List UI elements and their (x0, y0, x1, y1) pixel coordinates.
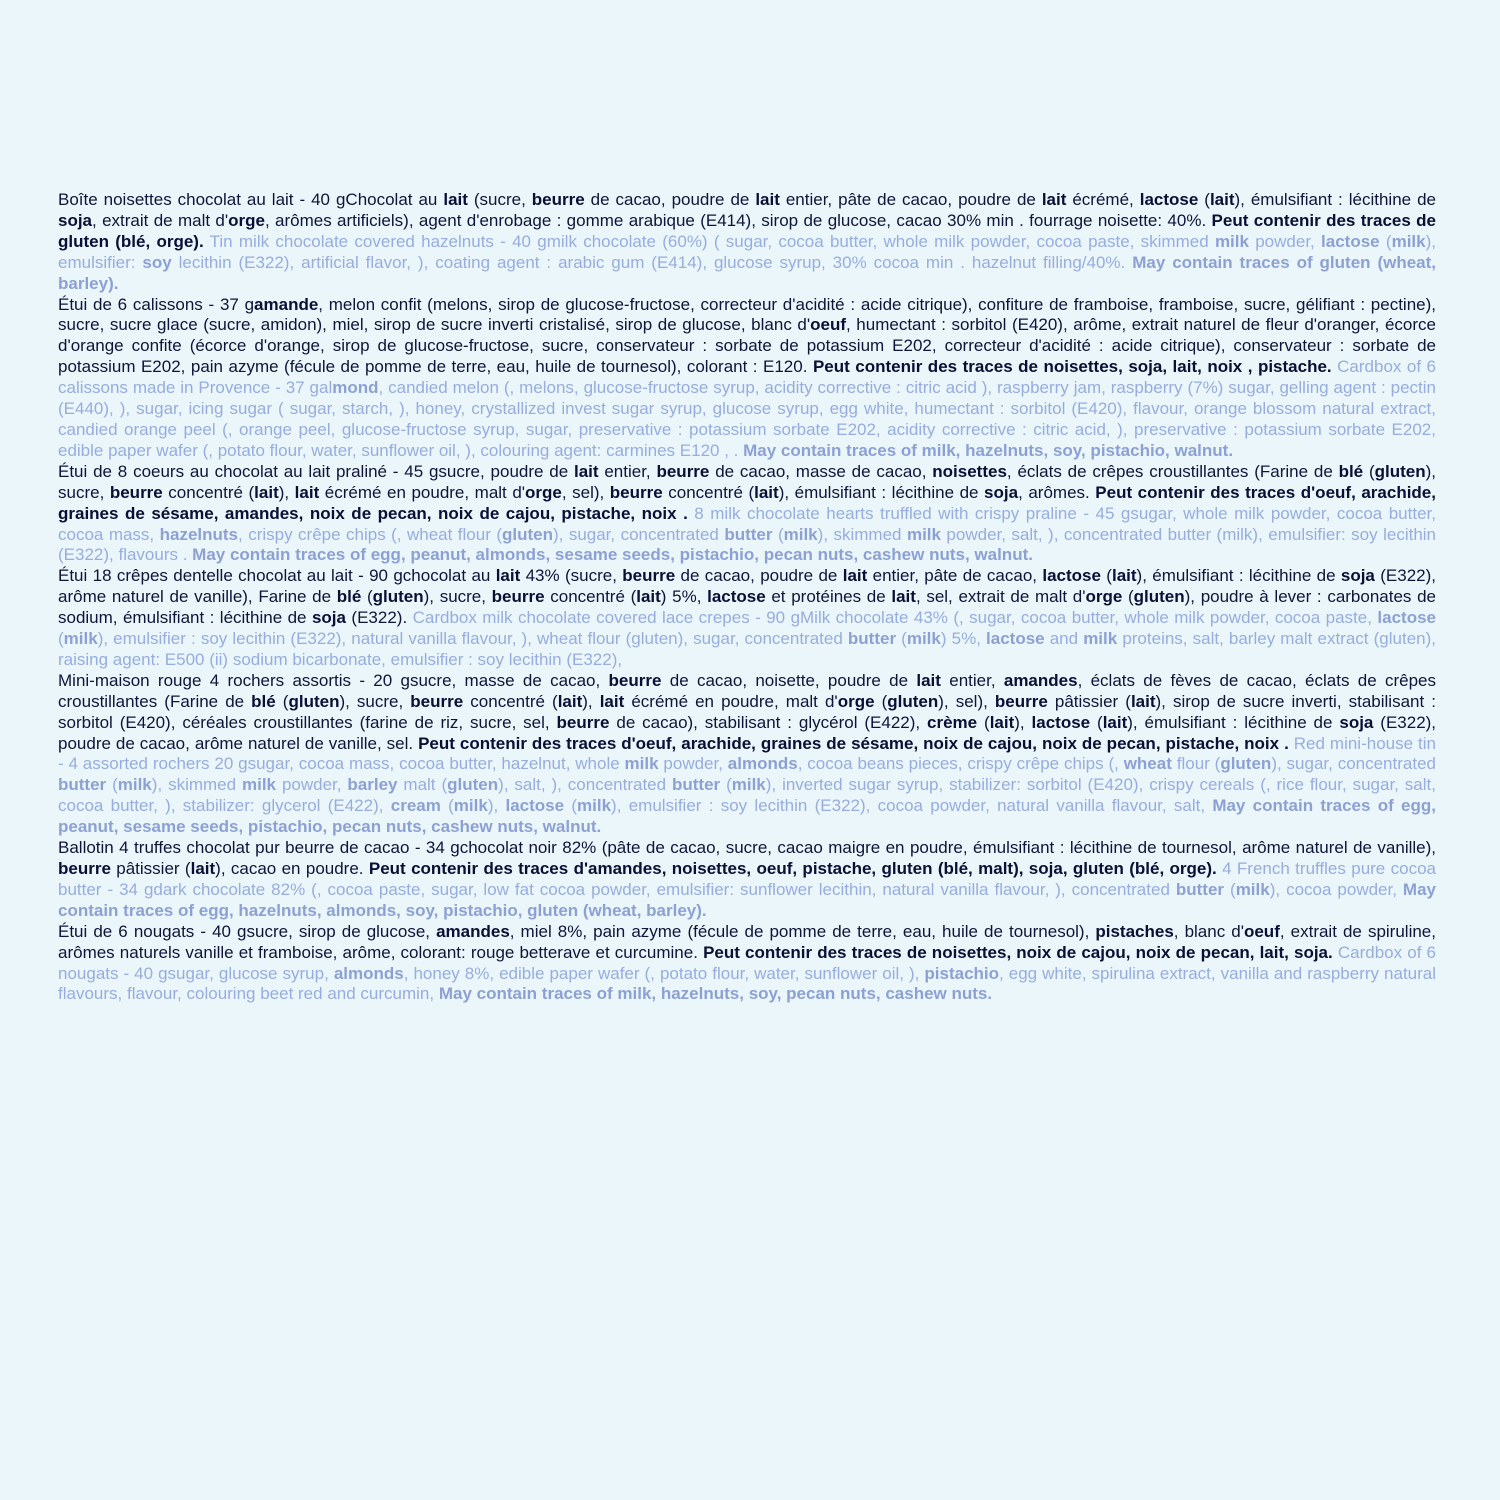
fr-allergen-text: beurre (109, 482, 163, 502)
fr-allergen-text: gluten (288, 691, 340, 711)
fr-allergen-text: lait (1111, 566, 1137, 586)
fr-allergen-text: Peut contenir des traces de gluten (blé, orge). (58, 210, 1436, 251)
fr-ingredient-text: , éclats de crêpes croustillantes (Farine de (1006, 461, 1339, 481)
en-ingredient-text: ), skimmed (151, 775, 242, 795)
en-allergen-text: milk (906, 629, 941, 649)
fr-ingredient-text: ( (361, 587, 373, 607)
en-ingredient-text: malt ( (397, 775, 448, 795)
french-ingredients (58, 671, 1436, 753)
en-allergen-text: milk (117, 775, 152, 795)
en-allergen-text: milk (1083, 629, 1118, 649)
en-ingredient-text: powder, (658, 754, 728, 774)
fr-ingredient-text: ( (1122, 587, 1134, 607)
ingredient-entry (58, 190, 1436, 295)
en-allergen-text: lactose (986, 629, 1045, 649)
fr-allergen-text: gluten (887, 691, 939, 711)
fr-allergen-text: lait (573, 461, 599, 481)
fr-ingredient-text: entier, pâte de cacao, (867, 566, 1043, 586)
en-ingredient-text: ( (896, 629, 907, 649)
fr-allergen-text: lait (1041, 190, 1067, 209)
fr-ingredient-text: Étui de 6 calissons - 37 g (58, 294, 255, 314)
en-ingredient-text: ), emulsifier : soy lecithin (E322), cocoa powder, natural vanilla flavour, salt, (611, 796, 1213, 816)
fr-ingredient-text: ( (874, 691, 888, 711)
fr-ingredient-text: de cacao), stabilisant : glycérol (E422), (609, 712, 928, 732)
fr-allergen-text: orge (837, 691, 875, 711)
fr-ingredient-text: de cacao, masse de cacao, (709, 461, 933, 481)
fr-ingredient-text: ) 5%, (660, 587, 708, 607)
en-allergen-text: butter (847, 629, 897, 649)
fr-allergen-text: orge (228, 210, 265, 230)
en-allergen-text: soy (142, 252, 172, 272)
en-allergen-text: May contain traces of egg, peanut, sesame seeds, pistachio, pecan nuts, cashew nuts, walnut. (58, 796, 1436, 837)
fr-allergen-text: lait (842, 566, 868, 586)
en-ingredient-text: flour ( (1171, 754, 1221, 774)
ingredient-entry (58, 462, 1436, 567)
fr-ingredient-text: ), sirop de sucre inverti, stabilisant : sorbitol (E420), céréales croustillantes (farine de riz, sucre, sel, (58, 691, 1437, 732)
fr-ingredient-text: écrémé en poudre, malt d' (319, 482, 526, 502)
en-ingredient-text: , honey 8%, edible paper wafer (, potato flour, water, sunflower oil, ), (403, 963, 925, 983)
en-ingredient-text: ), emulsifier : soy lecithin (E322), natural vanilla flavour, ), wheat flour (gluten), sugar, concentrated (97, 629, 848, 649)
fr-allergen-text: Peut contenir des traces d'oeuf, arachide, graines de sésame, amandes, noix de pecan, noix de cajou, pistache, noix . (58, 482, 1436, 523)
en-ingredient-text: Tin milk chocolate covered hazelnuts - 40 gmilk chocolate (60%) ( sugar, cocoa butter, whole milk powder, cocoa paste, skimmed (203, 231, 1215, 251)
fr-allergen-text: lait (755, 190, 780, 209)
fr-ingredient-text: concentré ( (463, 691, 558, 711)
en-allergen-text: almonds (727, 754, 798, 774)
fr-allergen-text: lait (599, 691, 625, 711)
fr-allergen-text: noisettes (932, 461, 1007, 481)
fr-ingredient-text: , blanc d' (1173, 921, 1244, 941)
fr-ingredient-text: ), sucre, (58, 461, 1436, 502)
fr-allergen-text: soja (311, 608, 346, 628)
fr-ingredient-text: ( (1198, 190, 1210, 209)
fr-allergen-text: lactose (1031, 712, 1091, 732)
fr-allergen-text: lait (636, 587, 661, 607)
en-allergen-text: gluten (447, 775, 499, 795)
fr-allergen-text: Peut contenir des traces d'amandes, noisettes, oeuf, pistache, gluten (blé, malt), soja, gluten (blé, orge). (368, 859, 1217, 878)
en-allergen-text: butter (58, 775, 107, 795)
ingredients-sheet (58, 190, 1436, 1005)
en-allergen-text: milk (731, 775, 766, 795)
fr-ingredient-text: (E322). (345, 608, 408, 628)
en-allergen-text: butter (724, 524, 773, 544)
fr-ingredient-text: 43% (sucre, (520, 566, 623, 586)
fr-ingredient-text: concentré ( (544, 587, 637, 607)
fr-allergen-text: beurre (531, 190, 585, 209)
fr-ingredient-text: et protéines de (765, 587, 892, 607)
fr-ingredient-text: (E322), poudre de cacao, arôme naturel de vanille, sel. (58, 712, 1437, 753)
en-allergen-text: milk (63, 629, 98, 649)
fr-allergen-text: beurre (491, 587, 545, 607)
en-ingredient-text: 4 French truffles pure cocoa butter - 34 gdark chocolate 82% (, cocoa paste, sugar, low fat cocoa powder, emulsifier: sunflower lecithin, natural vanilla flavour, ), concentrated (58, 859, 1436, 899)
fr-ingredient-text: ( (977, 712, 990, 732)
fr-allergen-text: soja (1340, 566, 1375, 586)
en-ingredient-text: , crispy crêpe chips (, wheat flour ( (238, 524, 502, 544)
en-allergen-text: milk (577, 796, 612, 816)
en-allergen-text: milk (1214, 231, 1249, 251)
fr-ingredient-text: entier, (940, 670, 1004, 690)
fr-ingredient-text: ), sel), (938, 691, 995, 711)
fr-ingredient-text: ), cacao en poudre. (215, 859, 369, 878)
en-ingredient-text: and (1044, 629, 1084, 649)
fr-ingredient-text: ), émulsifiant : lécithine de (778, 482, 985, 502)
fr-allergen-text: lait (190, 859, 216, 878)
fr-ingredient-text: ( (1100, 566, 1112, 586)
fr-allergen-text: amande (254, 294, 319, 314)
en-ingredient-text: ), (487, 796, 506, 816)
fr-allergen-text: lait (916, 670, 941, 690)
fr-allergen-text: gluten (372, 587, 424, 607)
fr-allergen-text: gluten (1133, 587, 1185, 607)
en-ingredient-text: ( (1224, 879, 1236, 899)
en-ingredient-text: Cardbox milk chocolate covered lace crepes - 90 gMilk chocolate 43% (, sugar, cocoa butter, whole milk powder, cocoa paste, (407, 608, 1378, 628)
en-ingredient-text: ), salt, ), concentrated (498, 775, 672, 795)
fr-ingredient-text: Mini-maison rouge 4 rochers assortis - 20 gsucre, masse de cacao, (58, 670, 609, 690)
fr-ingredient-text: écrémé, (1066, 190, 1140, 209)
fr-ingredient-text: ), émulsifiant : lécithine de (1127, 712, 1340, 732)
en-allergen-text: gluten (501, 524, 553, 544)
fr-ingredient-text: ), (278, 482, 295, 502)
en-allergen-text: butter (672, 775, 721, 795)
en-allergen-text: cream (390, 796, 441, 816)
en-ingredient-text: , cocoa beans pieces, crispy crêpe chips (, (797, 754, 1124, 774)
ingredient-entry (58, 295, 1436, 462)
en-ingredient-text: ( (106, 775, 118, 795)
en-ingredient-text: Cardbox of 6 calissons made in Provence - 37 gal (58, 357, 1436, 398)
fr-allergen-text: lait (294, 482, 320, 502)
en-allergen-text: butter (1175, 879, 1225, 899)
fr-allergen-text: blé (1338, 461, 1364, 481)
ingredient-entry (58, 566, 1436, 671)
ingredient-entry (58, 671, 1436, 838)
fr-allergen-text: lait (557, 691, 583, 711)
fr-ingredient-text: Étui de 6 nougats - 40 gsucre, sirop de glucose, (58, 921, 437, 941)
en-allergen-text: barley (347, 775, 398, 795)
fr-allergen-text: oeuf (1243, 921, 1280, 941)
fr-ingredient-text: Étui 18 crêpes dentelle chocolat au lait - 90 gchocolat au (58, 566, 496, 586)
fr-allergen-text: beurre (608, 670, 662, 690)
en-ingredient-text: ), inverted sugar syrup, stabilizer: sorbitol (E420), crispy cereals (, rice flour, sugar, salt, cocoa butter, ), stabilizer: glycerol (E422), (58, 775, 1436, 816)
en-ingredient-text: powder, (276, 775, 348, 795)
fr-allergen-text: lait (989, 712, 1015, 732)
ingredient-entry (58, 922, 1436, 1006)
ingredient-entry (58, 838, 1436, 922)
en-allergen-text: mond (332, 378, 379, 398)
fr-allergen-text: amandes (1003, 670, 1078, 690)
fr-ingredient-text: , sel, extrait de malt d' (915, 587, 1086, 607)
fr-allergen-text: lactose (1042, 566, 1101, 586)
fr-ingredient-text: , éclats de fèves de cacao, éclats de crêpes croustillantes (Farine de (58, 670, 1436, 711)
fr-ingredient-text: (sucre, (467, 190, 532, 209)
fr-allergen-text: lait (1102, 712, 1128, 732)
en-ingredient-text: lecithin (E322), artificial flavor, ), coating agent : arabic gum (E414), glucose syrup, 30% cocoa min . hazelnut filling/40%. (171, 252, 1133, 272)
en-ingredient-text: ), emulsifier: (58, 231, 1436, 272)
en-allergen-text: milk (624, 754, 659, 774)
fr-allergen-text: lactose (1139, 190, 1199, 209)
en-ingredient-text: ( (564, 796, 578, 816)
fr-allergen-text: lait (891, 587, 916, 607)
fr-allergen-text: beurre (58, 859, 111, 878)
en-allergen-text: pistachio (924, 963, 1000, 983)
en-allergen-text: gluten (1220, 754, 1272, 774)
en-ingredient-text: 8 milk chocolate hearts truffled with crispy praline - 45 gsugar, whole milk powder, cocoa butter, cocoa mass, (58, 503, 1436, 544)
en-ingredient-text: ( (58, 629, 64, 649)
fr-allergen-text: gluten (1374, 461, 1426, 481)
fr-allergen-text: lactose (707, 587, 766, 607)
en-ingredient-text: , egg white, spirulina extract, vanilla and raspberry natural flavours, flavour, colouring beet red and curcumin, (58, 963, 1437, 1004)
fr-ingredient-text: de cacao, noisette, poudre de (661, 670, 917, 690)
en-ingredient-text: ( (720, 775, 732, 795)
fr-allergen-text: orge (525, 482, 562, 502)
fr-ingredient-text: ), poudre à lever : carbonates de sodium, émulsifiant : lécithine de (58, 587, 1437, 628)
fr-ingredient-text: , arômes. (1018, 482, 1096, 502)
fr-allergen-text: blé (336, 587, 362, 607)
fr-ingredient-text: pâtissier ( (1047, 691, 1131, 711)
fr-ingredient-text: , sel), (561, 482, 610, 502)
en-ingredient-text: ) 5%, (940, 629, 987, 649)
fr-allergen-text: soja (1339, 712, 1374, 732)
en-allergen-text: wheat (1123, 754, 1172, 774)
fr-allergen-text: Peut contenir des traces de noisettes, noix de cajou, noix de pecan, lait, soja. (703, 942, 1333, 962)
en-allergen-text: lactose (1321, 231, 1380, 251)
en-ingredient-text: ), skimmed (817, 524, 907, 544)
fr-allergen-text: Peut contenir des traces d'oeuf, arachide, graines de sésame, noix de cajou, noix de pecan, pistache, noix . (418, 733, 1289, 753)
fr-allergen-text: pistaches (1095, 921, 1174, 941)
en-allergen-text: May contain traces of milk, hazelnuts, soy, pistachio, walnut. (743, 440, 1234, 460)
en-allergen-text: milk (783, 524, 818, 544)
fr-allergen-text: lait (1130, 691, 1156, 711)
en-ingredient-text: ( (772, 524, 784, 544)
fr-allergen-text: Peut contenir des traces de noisettes, soja, lait, noix , pistache. (812, 357, 1332, 377)
fr-allergen-text: beurre (656, 461, 710, 481)
fr-ingredient-text: de cacao, poudre de (584, 190, 756, 209)
fr-ingredient-text: Boîte noisettes chocolat au lait - 40 gChocolat au (58, 190, 444, 209)
fr-allergen-text: lait (754, 482, 779, 502)
en-ingredient-text: Cardbox of 6 nougats - 40 gsugar, glucose syrup, (58, 942, 1436, 983)
fr-ingredient-text: ( (1090, 712, 1103, 732)
fr-allergen-text: oeuf (810, 315, 846, 335)
fr-ingredient-text: , extrait de spiruline, arômes naturels vanille et framboise, arôme, colorant: rouge betterave et curcumine. (58, 921, 1436, 962)
fr-allergen-text: lait (1209, 190, 1235, 209)
fr-ingredient-text: , extrait de malt d' (92, 210, 229, 230)
fr-ingredient-text: ( (1363, 461, 1375, 481)
fr-allergen-text: lait (254, 482, 279, 502)
fr-ingredient-text: pâtissier ( (110, 859, 191, 878)
en-ingredient-text: Red mini-house tin - 4 assorted rochers 20 gsugar, cocoa mass, cocoa butter, hazelnut, whole (58, 733, 1436, 774)
fr-ingredient-text: Étui de 8 coeurs au chocolat au lait praliné - 45 gsucre, poudre de (58, 461, 574, 481)
fr-allergen-text: lait (443, 190, 468, 209)
fr-ingredient-text: de cacao, poudre de (675, 566, 843, 586)
fr-ingredient-text: concentré ( (662, 482, 755, 502)
fr-allergen-text: beurre (609, 482, 663, 502)
fr-allergen-text: orge (1085, 587, 1123, 607)
en-allergen-text: lactose (1377, 608, 1436, 628)
fr-allergen-text: beurre (994, 691, 1048, 711)
fr-allergen-text: amandes (436, 921, 510, 941)
en-allergen-text: May contain traces of milk, hazelnuts, soy, pecan nuts, cashew nuts. (438, 984, 993, 1004)
fr-ingredient-text: Ballotin 4 truffes chocolat pur beurre de cacao - 34 gchocolat noir 82% (pâte de cacao, sucre, cacao maigre en poudre, émulsifiant : lécithine de tournesol, arôme naturel de vanille), (58, 838, 1436, 858)
en-ingredient-text: ( (440, 796, 454, 816)
fr-ingredient-text: entier, (598, 461, 657, 481)
en-allergen-text: lactose (505, 796, 565, 816)
en-ingredient-text: ), sugar, concentrated (552, 524, 725, 544)
fr-ingredient-text: (E322), arôme naturel de vanille), Farine de (58, 566, 1436, 607)
fr-allergen-text: beurre (410, 691, 464, 711)
en-allergen-text: milk (1391, 231, 1426, 251)
en-allergen-text: May contain traces of egg, hazelnuts, almonds, soy, pistachio, gluten (wheat, barley). (58, 879, 1436, 920)
fr-ingredient-text: ), émulsifiant : lécithine de (1136, 566, 1341, 586)
en-allergen-text: May contain traces of gluten (wheat, barley). (58, 252, 1437, 293)
fr-ingredient-text: ( (275, 691, 289, 711)
en-ingredient-text: ( (1379, 231, 1392, 251)
en-allergen-text: milk (906, 524, 941, 544)
french-ingredients (58, 922, 1436, 962)
fr-ingredient-text: entier, pâte de cacao, poudre de (779, 190, 1042, 209)
en-allergen-text: May contain traces of egg, peanut, almonds, sesame seeds, pistachio, pecan nuts, cashew nuts, walnut. (192, 545, 1033, 565)
fr-allergen-text: blé (251, 691, 276, 711)
en-allergen-text: almonds (333, 963, 404, 983)
fr-ingredient-text: concentré ( (162, 482, 255, 502)
fr-ingredient-text: ), émulsifiant : lécithine de (1234, 190, 1436, 209)
fr-allergen-text: lait (495, 566, 521, 586)
fr-ingredient-text: , melon confit (melons, sirop de glucose-fructose, correcteur d'acidité : acide citrique), confiture de framboise, framboise, sucre, gélifiant : pectine), sucre, sucre glace (sucre, amidon), miel, sirop de sucre inverti cristalisé, sirop de glucose, blanc d' (58, 294, 1436, 335)
fr-allergen-text: crème (927, 712, 978, 732)
french-ingredients (58, 295, 1436, 377)
en-allergen-text: hazelnuts (159, 524, 239, 544)
en-ingredient-text: ), cocoa powder, (1269, 879, 1403, 899)
en-ingredient-text: powder, salt, ), concentrated butter (milk), emulsifier: soy lecithin (E322), flavours . (58, 524, 1437, 565)
fr-ingredient-text: , miel 8%, pain azyme (fécule de pomme de terre, eau, huile de tournesol), (509, 921, 1096, 941)
fr-ingredient-text: , humectant : sorbitol (E420), arôme, extrait naturel de fleur d'oranger, écorce d'orange confite (écorce d'orange, sirop de glucose-fructose, sucre, conservateur : sorbate de potassium E202, correcteur d'acidité : acide citrique), conservateur : sorbate de potassium E202, pain azyme (fécule de pomme de terre, eau, huile de tournesol), colorant : E120. (58, 315, 1436, 377)
fr-ingredient-text: ), sucre, (423, 587, 492, 607)
en-allergen-text: milk (453, 796, 488, 816)
fr-allergen-text: soja (58, 210, 93, 230)
fr-allergen-text: beurre (556, 712, 610, 732)
en-ingredient-text: ), sugar, concentrated (1271, 754, 1436, 774)
en-ingredient-text: , candied melon (, melons, glucose-fructose syrup, acidity corrective : citric acid ), raspberry jam, raspberry (7%) sugar, gelling agent : pectin (E440), ), sugar, icing sugar ( sugar, starch, ), honey, crystallized invest sugar syrup, glucose syrup, egg white, humectant : sorbitol (E420), flavour, orange blossom natural extract, candied orange peel (, orange peel, glucose-fructose syrup, sugar, preservative : potassium sorbate E202, acidity corrective : citric acid, ), preservative : potassium sorbate E202, edible paper wafer (, potato flour, water, sunflower oil, ), colouring agent: carmines E120 , . (58, 378, 1436, 460)
fr-ingredient-text: ), (1014, 712, 1032, 732)
fr-ingredient-text: , arômes artificiels), agent d'enrobage : gomme arabique (E414), sirop de glucose, cacao 30% min . fourrage noisette: 40%. (264, 210, 1212, 230)
fr-allergen-text: soja (984, 482, 1019, 502)
fr-ingredient-text: ), sucre, (339, 691, 411, 711)
fr-ingredient-text: écrémé en poudre, malt d' (624, 691, 838, 711)
fr-allergen-text: beurre (622, 566, 676, 586)
english-ingredients (58, 232, 1436, 293)
en-ingredient-text: proteins, salt, barley malt extract (gluten), raising agent: E500 (ii) sodium bicarbonate, emulsifier : soy lecithin (E322), (58, 629, 1436, 669)
en-allergen-text: milk (242, 775, 277, 795)
fr-ingredient-text: ), (582, 691, 600, 711)
en-allergen-text: milk (1235, 879, 1270, 899)
en-ingredient-text: powder, (1248, 231, 1322, 251)
